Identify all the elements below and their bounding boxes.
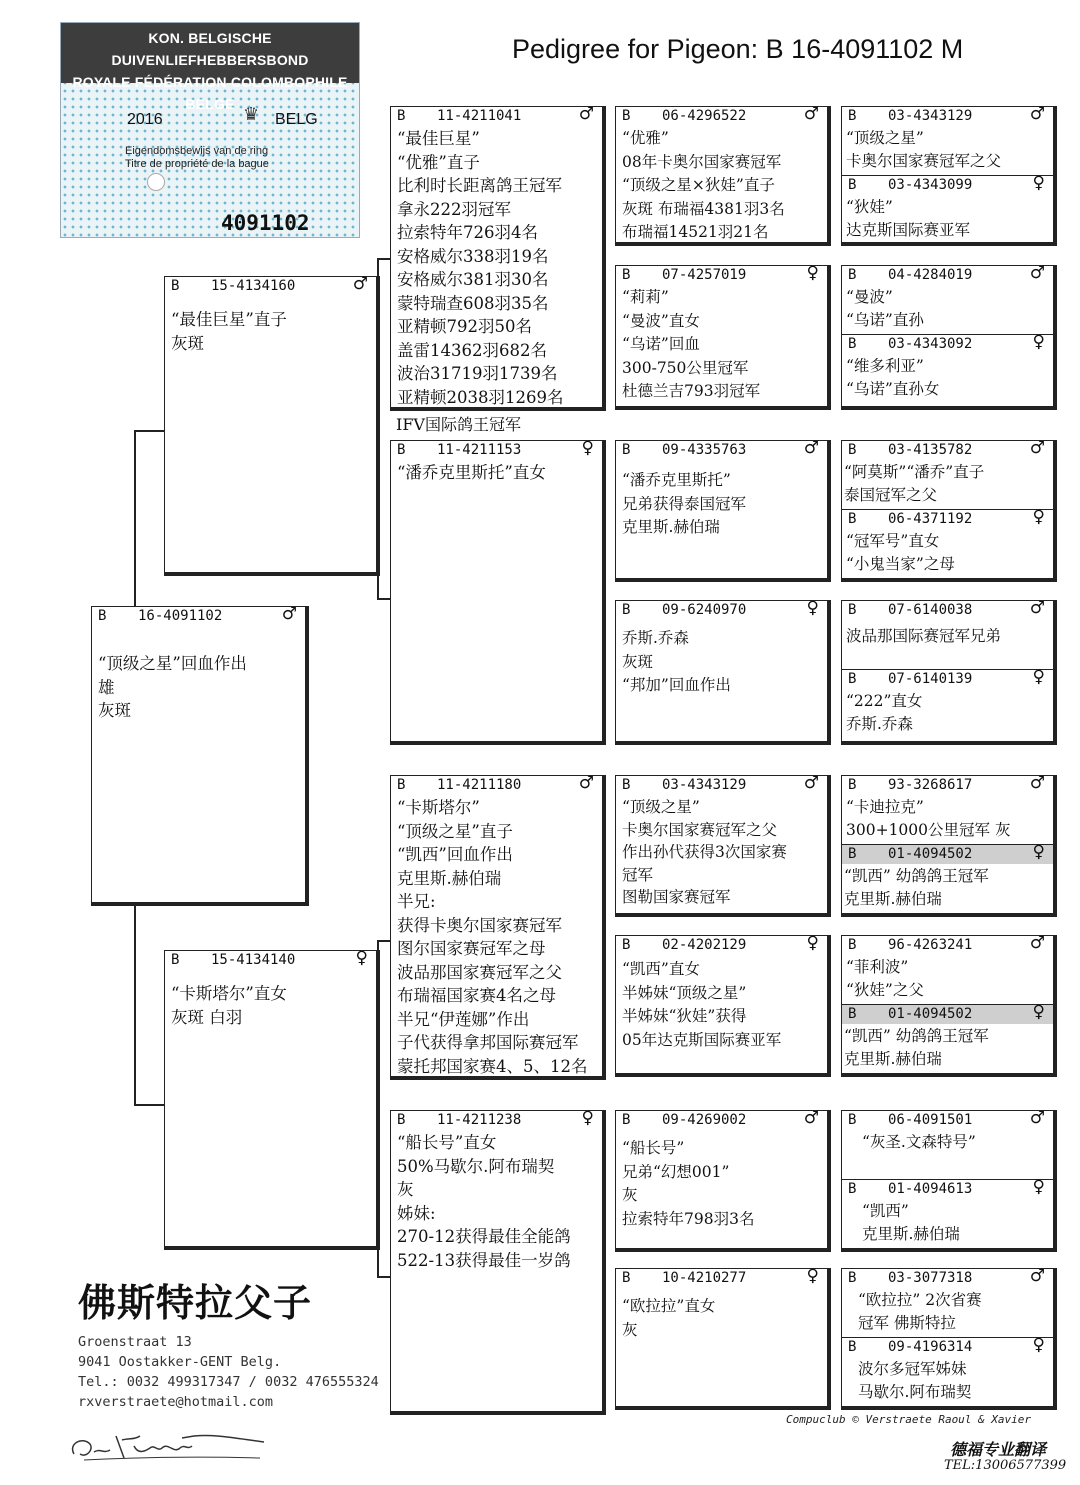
box-notes: “卡斯塔尔”直女 灰斑 白羽 bbox=[171, 984, 287, 1027]
male-icon: ♂ bbox=[803, 775, 819, 793]
male-icon: ♂ bbox=[1029, 935, 1045, 953]
male-icon: ♂ bbox=[578, 775, 594, 793]
female-icon: ♀ bbox=[1032, 1335, 1045, 1355]
connector-line bbox=[134, 906, 136, 1106]
translator-phone: TEL:13006577399 bbox=[944, 1458, 1067, 1473]
pedigree-box-ssd bbox=[615, 265, 831, 410]
breeder-email: rxverstraete@hotmail.com bbox=[78, 1394, 274, 1410]
box-header: B 06-4296522 ♂ bbox=[622, 106, 819, 124]
ring-card-subtitle: Eigendomsbewijs van de ring Titre de propriété de la bague bbox=[125, 145, 269, 170]
box-header: B 11-4211180 ♂ bbox=[397, 775, 594, 793]
pedigree-box-dds bbox=[615, 1110, 831, 1252]
box-header: B 06-4091501 ♂ bbox=[848, 1110, 1045, 1128]
male-icon: ♂ bbox=[281, 606, 297, 624]
female-icon: ♀ bbox=[355, 950, 368, 968]
male-icon: ♂ bbox=[352, 276, 368, 294]
box-header: B 03-4343129 ♂ bbox=[848, 106, 1045, 124]
box-header: B 09-4269002 ♂ bbox=[622, 1110, 819, 1128]
pedigree-box-sire-sire bbox=[390, 106, 606, 411]
signature bbox=[64, 1424, 274, 1468]
box-header: B 93-3268617 ♂ bbox=[848, 775, 1045, 793]
female-icon: ♀ bbox=[806, 600, 819, 618]
crown-icon: ♛ bbox=[243, 104, 260, 125]
connector-line bbox=[134, 430, 136, 608]
box-header: B 06-4371192 ♀ bbox=[842, 509, 1053, 529]
pedigree-box-ddd bbox=[615, 1268, 831, 1410]
box-header: B 15-4134140 ♀ bbox=[171, 950, 368, 968]
ring-year: 2016 bbox=[127, 111, 163, 128]
box-header: B 03-4343129 ♂ bbox=[622, 775, 819, 793]
male-icon: ♂ bbox=[1029, 600, 1045, 618]
translator-name: 德福专业翻译 bbox=[950, 1440, 1047, 1459]
box-header: B 16-4091102 ♂ bbox=[98, 606, 297, 624]
box-header: B 09-6240970 ♀ bbox=[622, 600, 819, 618]
pedigree-box-sds bbox=[615, 440, 831, 582]
pedigree-box-gen4-pair: B 04-4284019 ♂ “曼波” “乌诺”直孙 B 03-4343092 ♀ “维多利亚” “乌诺”直孙女 bbox=[841, 265, 1057, 410]
female-icon: ♀ bbox=[1032, 842, 1045, 862]
box-notes: “潘乔克里斯托” 兄弟获得泰国冠军 克里斯.赫伯瑞 bbox=[622, 471, 747, 536]
pedigree-box-subject bbox=[91, 606, 309, 906]
federation-name-fr: ROYALE FÉDÉRATION COLOMBOPHILE BELGE bbox=[72, 74, 348, 112]
box-header: B 07-6140139 ♀ bbox=[842, 669, 1053, 689]
male-icon: ♂ bbox=[803, 440, 819, 458]
breeder-city: 9041 Oostakker-GENT Belg. bbox=[78, 1354, 282, 1370]
connector-line bbox=[134, 430, 166, 432]
pedigree-box-dam bbox=[164, 950, 380, 1250]
federation-name-nl: KON. BELGISCHE DUIVENLIEFHEBBERSBOND bbox=[111, 30, 309, 68]
box-notes: “莉莉” “曼波”直女 “乌诺”回血 300-750公里冠军 杜德兰吉793羽冠军 bbox=[622, 288, 761, 400]
connector-line bbox=[134, 1104, 166, 1106]
pedigree-box-gen4-pair: B 06-4091501 ♂ “灰圣.文森特号” B 01-4094613 ♀ “凯西” 克里斯.赫伯瑞 bbox=[841, 1110, 1057, 1252]
pedigree-box-sdd bbox=[615, 600, 831, 745]
connector-line bbox=[377, 598, 391, 600]
pedigree-box-dam-dam bbox=[390, 1110, 606, 1415]
box-header: B 07-6140038 ♂ bbox=[848, 600, 1045, 618]
ring-card bbox=[60, 22, 360, 238]
box-header: B 15-4134160 ♂ bbox=[171, 276, 368, 294]
male-icon: ♂ bbox=[1029, 1268, 1045, 1286]
breeder-name: 佛斯特拉父子 bbox=[78, 1281, 313, 1325]
box-notes: “卡斯塔尔” “顶级之星”直子 “凯西”回血作出 克里斯.赫伯瑞 半兄: 获得卡奥尔国家赛冠军 图尔国家赛冠军之母 波品那国家赛冠军之父 布瑞福国家赛4名之母 半兄“伊莲娜”作出 子代获得拿邦国际赛冠军 蒙托邦国家赛4、5、12名 bbox=[397, 798, 588, 1076]
box-header: B 09-4335763 ♂ bbox=[622, 440, 819, 458]
pedigree-box-dss bbox=[615, 775, 831, 917]
male-icon: ♂ bbox=[1029, 1110, 1045, 1128]
pedigree-box-gen4-pair: B 03-3077318 ♂ “欧拉拉” 2次省赛 冠军 佛斯特拉 B 09-4196314 ♀ 波尔多冠军姊妹 马歇尔.阿布瑞契 bbox=[841, 1268, 1057, 1410]
box-header: B 04-4284019 ♂ bbox=[848, 265, 1045, 283]
box-notes: “最佳巨星” “优雅”直子 比利时长距离鸽王冠军 拿永222羽冠军 拉索特年726羽4名 安格威尔338羽19名 安格威尔381羽30名 蒙特瑞查608羽35名 亚精顿792羽50名 盖雷14362羽682名 波治31719羽1739名 亚精顿2038羽1269名 bbox=[397, 129, 564, 407]
box-notes: “船长号” 兄弟“幻想001” 灰 拉索特年798羽3名 bbox=[622, 1139, 755, 1228]
box-header: B 01-4094502 ♀ bbox=[842, 1004, 1053, 1024]
female-icon: ♀ bbox=[1032, 667, 1045, 687]
connector-line bbox=[377, 1276, 391, 1278]
box-header: B 09-4196314 ♀ bbox=[842, 1337, 1053, 1357]
male-icon: ♂ bbox=[1029, 440, 1045, 458]
box-header: B 03-4343092 ♀ bbox=[842, 334, 1053, 354]
box-header: B 01-4094502 ♀ bbox=[842, 844, 1053, 864]
box-notes: “凯西”直女 半姊妹“顶级之星” 半姊妹“狄娃”获得 05年达克斯国际赛亚军 bbox=[622, 960, 782, 1049]
box-notes: “最佳巨星”直子 灰斑 bbox=[171, 310, 287, 353]
box-header: B 11-4211041 ♂ bbox=[397, 106, 594, 124]
box-header: B 03-4343099 ♀ bbox=[842, 175, 1053, 195]
pedigree-box-sire bbox=[164, 276, 380, 576]
software-credit: Compuclub © Verstraete Raoul & Xavier bbox=[786, 1413, 1032, 1426]
breeder-street: Groenstraat 13 bbox=[78, 1334, 192, 1350]
page-title: Pedigree for Pigeon: B 16-4091102 M bbox=[512, 34, 964, 64]
box-header: B 11-4211153 ♀ bbox=[397, 440, 594, 458]
box-notes: “船长号”直女 50%马歇尔.阿布瑞契 灰 姊妹: 270-12获得最佳全能鸽 522-13获得最佳一岁鸽 bbox=[397, 1133, 571, 1270]
box-notes: “潘乔克里斯托”直女 bbox=[397, 463, 546, 482]
box-header: B 10-4210277 ♀ bbox=[622, 1268, 819, 1286]
box-header: B 01-4094613 ♀ bbox=[842, 1179, 1053, 1199]
box-notes: 乔斯.乔森 灰斑 “邦加”回血作出 bbox=[622, 629, 731, 694]
female-icon: ♀ bbox=[1032, 173, 1045, 193]
female-icon: ♀ bbox=[806, 265, 819, 283]
male-icon: ♂ bbox=[578, 106, 594, 124]
box-header: B 11-4211238 ♀ bbox=[397, 1110, 594, 1128]
male-icon: ♂ bbox=[803, 106, 819, 124]
punch-hole bbox=[147, 173, 165, 191]
female-icon: ♀ bbox=[806, 1268, 819, 1286]
pedigree-box-sire-dam bbox=[390, 440, 606, 745]
breeder-phone: Tel.: 0032 499317347 / 0032 476555324 bbox=[78, 1374, 379, 1390]
pedigree-box-gen4-pair: B 07-6140038 ♂ 波品那国际赛冠军兄弟 B 07-6140139 ♀ “222”直女 乔斯.乔森 bbox=[841, 600, 1057, 745]
connector-line bbox=[377, 940, 391, 942]
male-icon: ♂ bbox=[1029, 106, 1045, 124]
box-header: B 96-4263241 ♂ bbox=[848, 935, 1045, 953]
ring-country: BELG bbox=[275, 111, 318, 128]
pedigree-box-gen4-pair: B 96-4263241 ♂ “菲利波” “狄娃”之父 B 01-4094502 ♀ “凯西” 幼鸽鸽王冠军 克里斯.赫伯瑞 bbox=[841, 935, 1057, 1077]
female-icon: ♀ bbox=[1032, 507, 1045, 527]
male-icon: ♂ bbox=[1029, 775, 1045, 793]
pedigree-box-gen4-pair: B 03-4343129 ♂ “顶级之星” 卡奥尔国家赛冠军之父 B 03-4343099 ♀ “狄娃” 达克斯国际赛亚军 bbox=[841, 106, 1057, 246]
pedigree-box-gen4-pair: B 03-4135782 ♂ “阿莫斯”“潘乔”直子 泰国冠军之父 B 06-4371192 ♀ “冠军号”直女 “小鬼当家”之母 bbox=[841, 440, 1057, 582]
pedigree-box-dam-sire bbox=[390, 775, 606, 1080]
box-notes: “欧拉拉”直女 灰 bbox=[622, 1297, 716, 1339]
box-header: B 03-4135782 ♂ bbox=[848, 440, 1045, 458]
box-header: B 02-4202129 ♀ bbox=[622, 935, 819, 953]
female-icon: ♀ bbox=[1032, 1177, 1045, 1197]
pedigree-box-dsd bbox=[615, 935, 831, 1077]
ring-card-header bbox=[61, 23, 359, 112]
breeder-address bbox=[78, 1332, 379, 1412]
box-notes: “顶级之星”回血作出 雄 灰斑 bbox=[98, 654, 247, 720]
female-icon: ♀ bbox=[1032, 332, 1045, 352]
female-icon: ♀ bbox=[1032, 1002, 1045, 1022]
female-icon: ♀ bbox=[806, 935, 819, 953]
box-header: B 07-4257019 ♀ bbox=[622, 265, 819, 283]
male-icon: ♂ bbox=[1029, 265, 1045, 283]
female-icon: ♀ bbox=[581, 440, 594, 458]
male-icon: ♂ bbox=[803, 1110, 819, 1128]
female-icon: ♀ bbox=[581, 1110, 594, 1128]
pedigree-box-sss bbox=[615, 106, 831, 246]
connector-line bbox=[377, 258, 391, 260]
pedigree-box-gen4-pair: B 93-3268617 ♂ “卡迪拉克” 300+1000公里冠军 灰 B 01-4094502 ♀ “凯西” 幼鸽鸽王冠军 克里斯.赫伯瑞 bbox=[841, 775, 1057, 917]
box-notes: “顶级之星” 卡奥尔国家赛冠军之父 作出孙代获得3次国家赛 冠军 图勒国家赛冠军 bbox=[622, 798, 787, 906]
box-header: B 03-3077318 ♂ bbox=[848, 1268, 1045, 1286]
box-notes: “优雅” 08年卡奥尔国家赛冠军 “顶级之星×狄娃”直子 灰斑 布瑞福4381羽3名 布瑞福14521羽21名 bbox=[622, 129, 785, 241]
ss-extra-note: IFV国际鸽王冠军 bbox=[396, 415, 521, 434]
ring-number: 4091102 bbox=[221, 211, 310, 235]
